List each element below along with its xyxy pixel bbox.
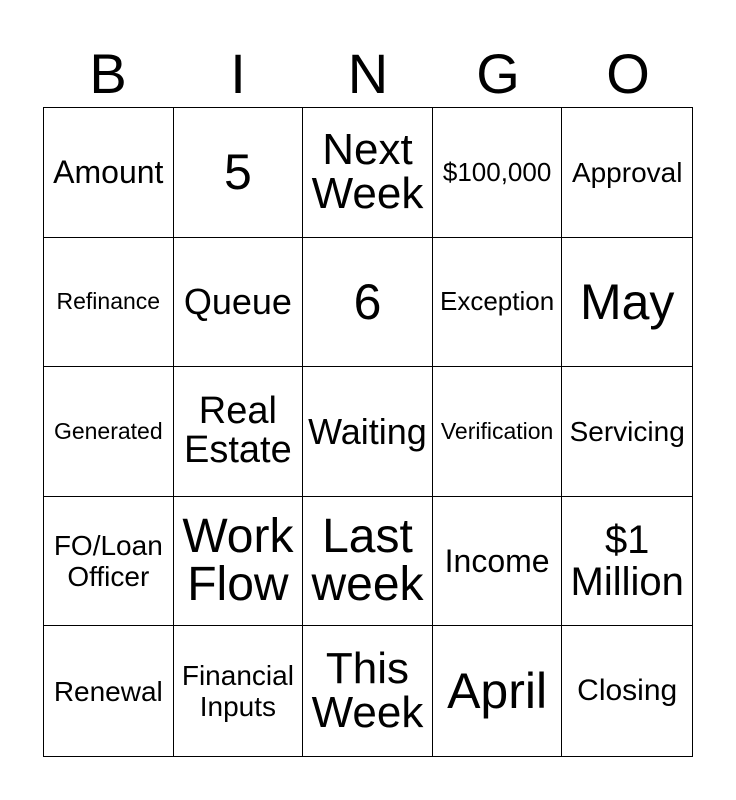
cell-label: Queue xyxy=(183,281,292,323)
cell-label: Work Flow xyxy=(182,510,294,612)
cell-label: Waiting xyxy=(308,410,427,452)
bingo-cell[interactable] xyxy=(433,367,563,497)
cell-label: Amount xyxy=(53,153,164,190)
cell-label: FO/Loan Officer xyxy=(53,529,163,593)
cell-label: This Week xyxy=(311,644,424,738)
bingo-cell[interactable] xyxy=(44,108,174,238)
bingo-cell[interactable] xyxy=(562,108,692,238)
bingo-board xyxy=(43,107,693,757)
bingo-cell[interactable] xyxy=(303,497,433,627)
cell-label: Income xyxy=(444,542,550,579)
cell-label: 5 xyxy=(223,144,252,201)
bingo-cell[interactable] xyxy=(562,238,692,368)
cell-label: Exception xyxy=(440,286,555,317)
bingo-cell[interactable] xyxy=(44,626,174,756)
bingo-cell[interactable] xyxy=(44,238,174,368)
cell-label: Renewal xyxy=(53,675,163,707)
bingo-cell[interactable] xyxy=(44,367,174,497)
bingo-cell[interactable] xyxy=(303,238,433,368)
cell-label: Approval xyxy=(571,156,683,188)
header-letter-g: G xyxy=(476,42,520,105)
bingo-cell[interactable] xyxy=(303,108,433,238)
cell-label: Next Week xyxy=(311,125,424,219)
bingo-cell[interactable] xyxy=(174,497,304,627)
cell-label: Real Estate xyxy=(184,389,292,472)
cell-label: $1 Million xyxy=(570,518,684,605)
bingo-cell[interactable] xyxy=(562,367,692,497)
cell-label: $100,000 xyxy=(442,156,552,187)
bingo-cell[interactable] xyxy=(433,238,563,368)
header-letter-o: O xyxy=(606,42,650,105)
bingo-cell[interactable] xyxy=(562,626,692,756)
bingo-cell[interactable] xyxy=(433,108,563,238)
cell-label: April xyxy=(447,663,548,720)
bingo-cell[interactable] xyxy=(174,367,304,497)
cell-label: Generated xyxy=(53,417,163,444)
cell-label: Last week xyxy=(311,510,424,612)
header-letter-b: B xyxy=(89,42,127,105)
header-letter-n: N xyxy=(347,42,389,105)
bingo-header xyxy=(43,40,693,108)
bingo-cell[interactable] xyxy=(433,497,563,627)
cell-label: 6 xyxy=(353,273,382,330)
bingo-cell[interactable] xyxy=(433,626,563,756)
bingo-cell[interactable] xyxy=(303,626,433,756)
bingo-cell[interactable] xyxy=(562,497,692,627)
bingo-cell[interactable] xyxy=(174,238,304,368)
bingo-cell[interactable] xyxy=(44,497,174,627)
cell-label: May xyxy=(579,273,675,330)
cell-label: Financial Inputs xyxy=(181,659,294,723)
cell-label: Closing xyxy=(577,674,678,708)
cell-label: Refinance xyxy=(56,288,161,315)
bingo-cell[interactable] xyxy=(174,626,304,756)
bingo-cell[interactable] xyxy=(174,108,304,238)
bingo-cell[interactable] xyxy=(303,367,433,497)
cell-label: Verification xyxy=(440,417,554,444)
header-letter-i: I xyxy=(230,42,246,105)
cell-label: Servicing xyxy=(569,415,685,447)
